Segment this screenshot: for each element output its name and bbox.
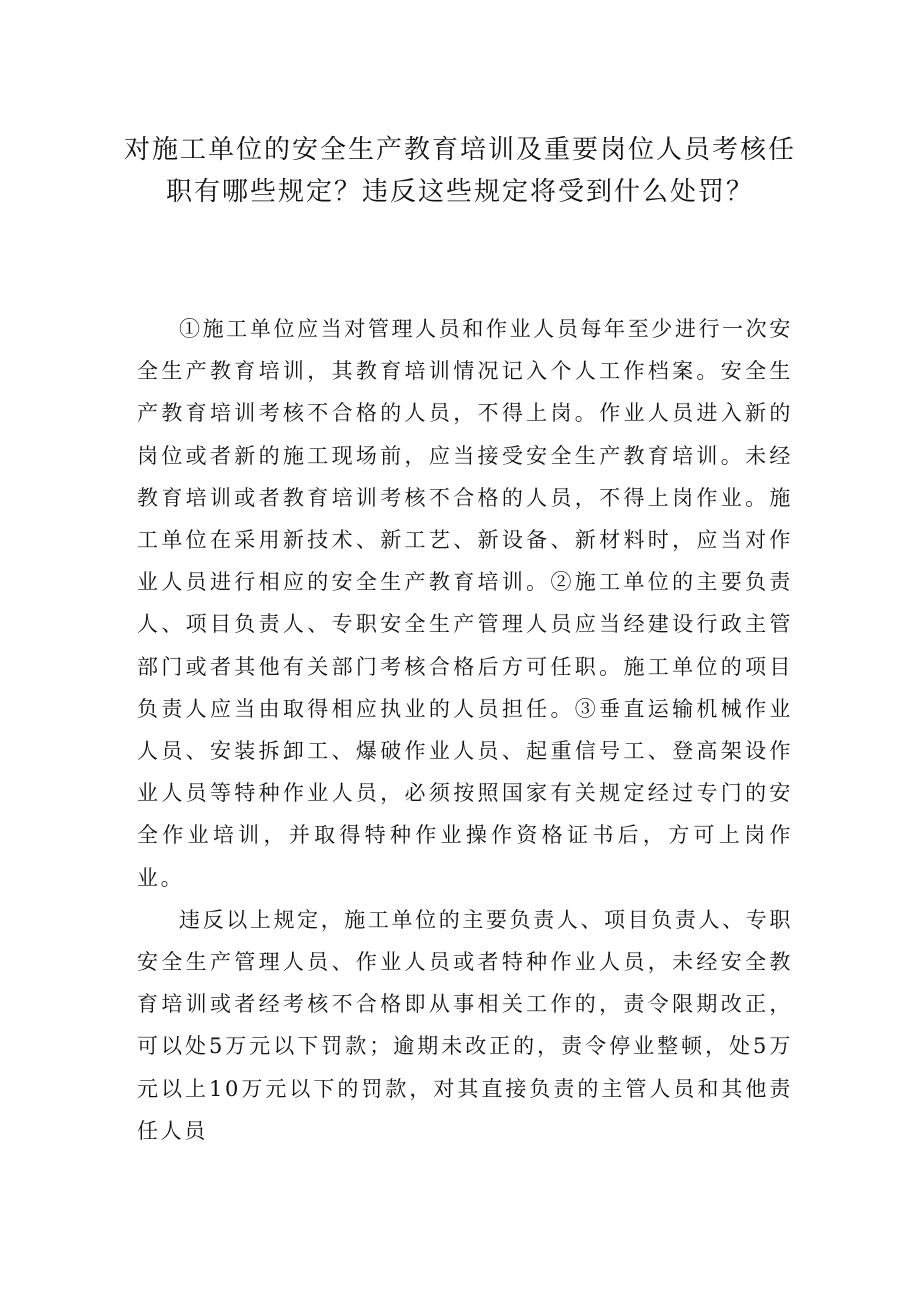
document-title: 对施工单位的安全生产教育培训及重要岗位人员考核任职有哪些规定？违反这些规定将受到什么处罚？ — [123, 135, 796, 208]
paragraph-penalties: 违反以上规定，施工单位的主要负责人、项目负责人、专职安全生产管理人员、作业人员或者特种作业人员，未经安全教育培训或者经考核不合格即从事相关工作的，责令限期改正，可以处5万元以下罚款；逾期未改正的，责令停业整顿，处5万元以上10万元以下的罚款，对其直接负责的主管人员和其他责任人员 — [137, 907, 793, 1143]
paragraph-requirements: ①施工单位应当对管理人员和作业人员每年至少进行一次安全生产教育培训，其教育培训情况记入个人工作档案。安全生产教育培训考核不合格的人员，不得上岗。作业人员进入新的岗位或者新的施工现场前，应当接受安全生产教育培训。未经教育培训或者教育培训考核不合格的人员，不得上岗作业。施工单位在采用新技术、新工艺、新设备、新材料时，应当对作业人员进行相应的安全生产教育培训。②施工单位的主要负责人、项目负责人、专职安全生产管理人员应当经建设行政主管部门或者其他有关部门考核合格后方可任职。施工单位的项目负责人应当由取得相应执业的人员担任。③垂直运输机械作业人员、安装拆卸工、爆破作业人员、起重信号工、登高架设作业人员等特种作业人员，必须按照国家有关规定经过专门的安全作业培训，并取得特种作业操作资格证书后，方可上岗作业。 — [137, 317, 793, 890]
document-body — [137, 308, 793, 1152]
